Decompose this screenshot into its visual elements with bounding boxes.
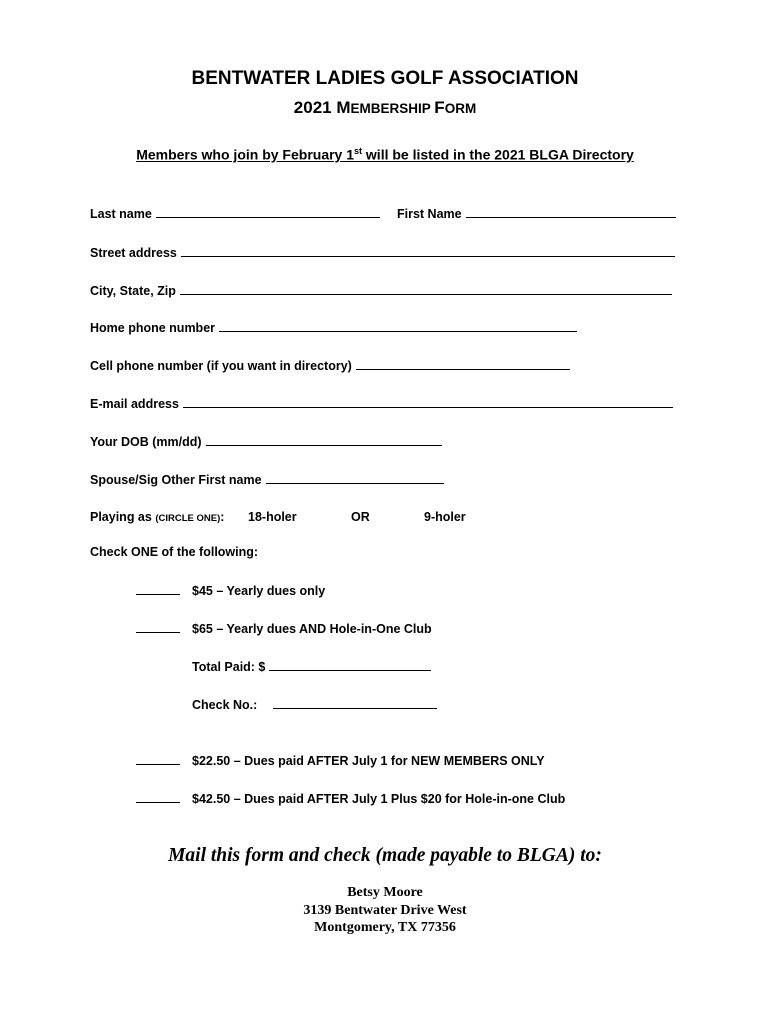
check-no-row [192,695,437,713]
mail-street: 3139 Bentwater Drive West [303,903,467,918]
form-title-f: F [434,98,445,117]
cell-phone-row [90,356,570,374]
mail-instruction: Mail this form and check (made payable to BLGA) to: [168,845,602,866]
dob-field[interactable] [206,432,442,446]
notice-text-post: will be listed in the 2021 BLGA Directory [362,146,634,163]
playing-as-row [90,508,224,526]
option-or: OR [351,510,370,524]
last-name-label: Last name [90,207,152,221]
dues-option-4250-blank[interactable] [136,789,180,803]
home-phone-field[interactable] [219,318,577,332]
spouse-field[interactable] [266,470,444,484]
option-9-holer[interactable]: 9-holer [424,510,466,524]
option-18-holer[interactable]: 18-holer [248,510,297,524]
dues-option-2250-row [136,751,545,769]
dues-option-45-blank[interactable] [136,581,180,595]
directory-notice [0,146,770,163]
dues-option-65-label: $65 – Yearly dues AND Hole-in-One Club [192,622,432,636]
form-year: 2021 [293,98,337,117]
form-org-title: BENTWATER LADIES GOLF ASSOCIATION [191,68,579,89]
dues-option-2250-blank[interactable] [136,751,180,765]
email-label: E-mail address [90,397,179,411]
dues-option-65-blank[interactable] [136,619,180,633]
check-no-label: Check No.: [192,698,258,712]
circle-one-note: (CIRCLE ONE) [155,513,221,524]
total-paid-field[interactable] [269,657,431,671]
form-subtitle [0,98,770,118]
home-phone-label: Home phone number [90,321,216,335]
city-field[interactable] [180,281,672,295]
notice-sup: st [354,146,363,156]
dues-option-4250-label: $42.50 – Dues paid AFTER July 1 Plus $20 for Hole-in-one Club [192,792,566,806]
dues-option-4250-row [136,789,565,807]
first-name-row [397,204,676,222]
city-row [90,281,672,299]
street-field[interactable] [181,243,675,257]
spouse-row [90,470,444,488]
dues-option-65-row [136,619,432,637]
home-phone-row [90,318,577,336]
total-paid-label: Total Paid: $ [192,660,266,674]
last-name-field[interactable] [156,204,380,218]
playing-colon: : [220,510,225,524]
dues-option-2250-label: $22.50 – Dues paid AFTER July 1 for NEW MEMBERS ONLY [192,754,545,768]
dob-label: Your DOB (mm/dd) [90,435,202,449]
cell-phone-label: Cell phone number (if you want in directory) [90,359,352,373]
form-title-rest2: ORM [444,101,477,116]
city-label: City, State, Zip [90,284,176,298]
form-title-m: M [336,98,351,117]
spouse-label: Spouse/Sig Other First name [90,473,262,487]
street-row [90,243,675,261]
email-field[interactable] [183,394,673,408]
first-name-label: First Name [397,207,462,221]
dues-option-45-row [136,581,325,599]
dob-row [90,432,442,450]
notice-text: Members who join by February 1 [136,146,355,163]
email-row [90,394,673,412]
form-title-rest1: EMBERSHIP [350,101,435,116]
check-heading: Check ONE of the following: [90,545,259,559]
mail-city: Montgomery, TX 77356 [314,920,456,935]
mail-name: Betsy Moore [347,885,423,900]
cell-phone-field[interactable] [356,356,570,370]
check-no-field[interactable] [273,695,437,709]
total-paid-row [192,657,431,675]
dues-option-45-label: $45 – Yearly dues only [192,584,326,598]
last-name-row [90,204,380,222]
playing-as-label: Playing as [90,510,156,524]
first-name-field[interactable] [466,204,676,218]
street-label: Street address [90,246,177,260]
